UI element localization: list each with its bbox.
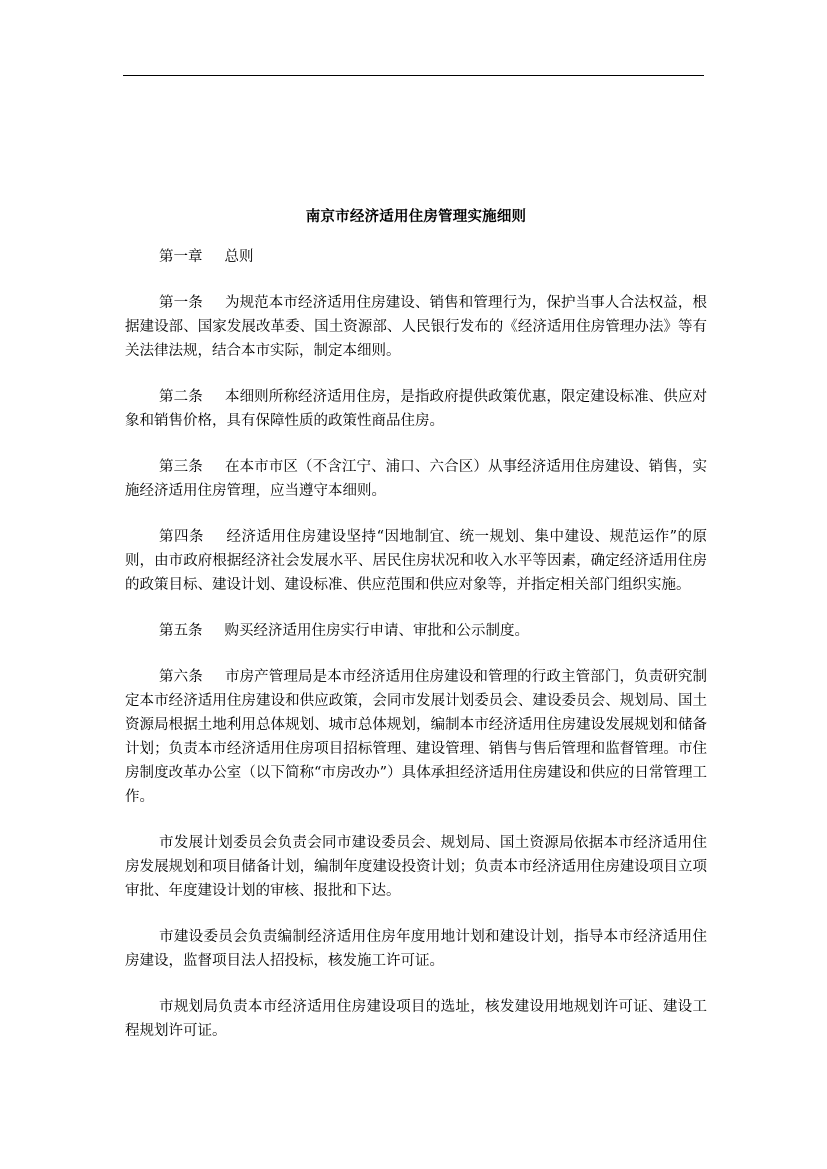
chapter-heading: [125, 245, 707, 269]
article-6-paragraph-development-planning: [125, 831, 707, 903]
article-4: [125, 525, 707, 597]
article-text: 本细则所称经济适用住房，是指政府提供政策优惠，限定建设标准、供应对象和销售价格，具有保障性质的政策性商品住房。: [125, 389, 708, 429]
article-text: 市房产管理局是本市经济适用住房建设和管理的行政主管部门，负责研究制定本市经济适用住房建设和供应政策，会同市发展计划委员会、建设委员会、规划局、国土资源局根据土地利用总体规划、城市总体规划，编制本市经济适用住房建设发展规划和储备计划；负责本市经济适用住房项目招标管理、建设管理、销售与售后管理和监督管理。市住房制度改革办公室（以下简称“市房改办”）具体承担经济适用住房建设和供应的日常管理工作。: [125, 669, 708, 805]
header-rule: [123, 75, 704, 76]
article-5: [125, 619, 707, 643]
document-body: [125, 205, 707, 1065]
paragraph-text: 市规划局负责本市经济适用住房建设项目的选址，核发建设用地规划许可证、建设工程规划许可证。: [125, 999, 707, 1039]
article-text: 在本市市区（不含江宁、浦口、六合区）从事经济适用住房建设、销售，实施经济适用住房管理，应当遵守本细则。: [125, 459, 708, 499]
article-number: 第五条: [159, 623, 203, 639]
article-3: [125, 455, 707, 503]
article-text: 购买经济适用住房实行申请、审批和公示制度。: [224, 623, 529, 639]
article-number: 第四条: [159, 529, 205, 545]
article-2: [125, 385, 707, 433]
article-6-paragraph-construction: [125, 925, 707, 973]
article-1: [125, 291, 707, 363]
article-6: [125, 665, 707, 809]
chapter-name: 总则: [224, 249, 254, 265]
article-number: 第一条: [159, 295, 203, 311]
article-6-paragraph-planning-bureau: [125, 995, 707, 1043]
paragraph-text: 市发展计划委员会负责会同市建设委员会、规划局、国土资源局依据本市经济适用住房发展规划和项目储备计划，编制年度建设投资计划；负责本市经济适用住房建设项目立项审批、年度建设计划的审核、报批和下达。: [125, 835, 707, 899]
article-text: 为规范本市经济适用住房建设、销售和管理行为，保护当事人合法权益，根据建设部、国家发展改革委、国土资源部、人民银行发布的《经济适用住房管理办法》等有关法律法规，结合本市实际，制定本细则。: [125, 295, 708, 359]
article-number: 第六条: [159, 669, 203, 685]
article-number: 第二条: [159, 389, 203, 405]
chapter-number: 第一章: [159, 249, 203, 265]
article-text: 经济适用住房建设坚持“因地制宜、统一规划、集中建设、规范运作”的原则，由市政府根据经济社会发展水平、居民住房状况和收入水平等因素，确定经济适用住房的政策目标、建设计划、建设标准、供应范围和供应对象等，并指定相关部门组织实施。: [125, 529, 707, 593]
document-title: 南京市经济适用住房管理实施细则: [305, 208, 527, 225]
article-number: 第三条: [159, 459, 203, 475]
paragraph-text: 市建设委员会负责编制经济适用住房年度用地计划和建设计划，指导本市经济适用住房建设，监督项目法人招投标，核发施工许可证。: [125, 929, 707, 969]
